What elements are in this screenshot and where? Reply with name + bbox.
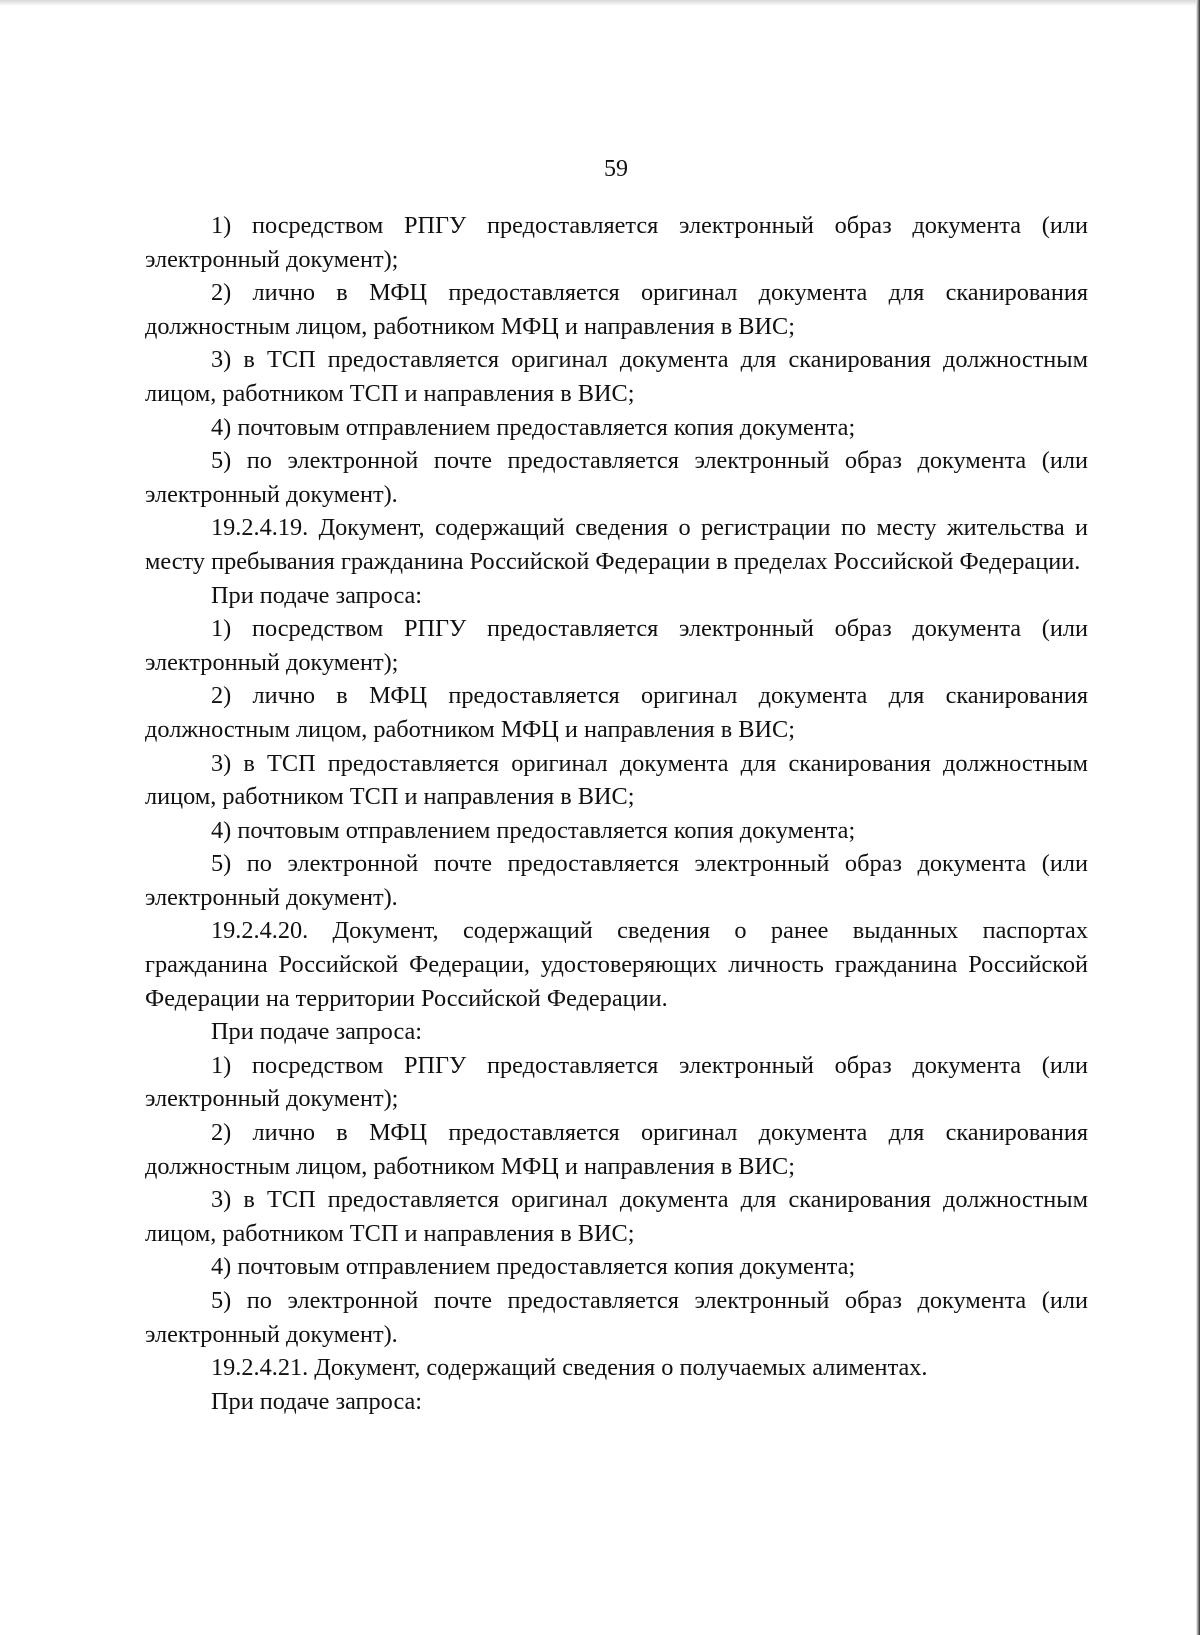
section-heading-19-2-4-21: 19.2.4.21. Документ, содержащий сведения о получаемых алиментах. bbox=[211, 1354, 928, 1382]
paragraph: 3) в ТСП предоставляется оригинал документа для сканирования должностным лицом, работником ТСП и направления в ВИС; bbox=[145, 1186, 1088, 1247]
paragraph: 4) почтовым отправлением предоставляется копия документа; bbox=[211, 413, 856, 441]
paragraph: 1) посредством РПГУ предоставляется электронный образ документа (или электронный документ); bbox=[145, 212, 1088, 273]
scan-edge-top bbox=[0, 0, 1200, 6]
section-heading-19-2-4-20: 19.2.4.20. Документ, содержащий сведения о ранее выданных паспортах гражданина Российской Федерации, удостоверяющих личность гражданина Российской Федерации на территории Российской Федерации. bbox=[145, 917, 1088, 1012]
paragraph: 3) в ТСП предоставляется оригинал документа для сканирования должностным лицом, работником ТСП и направления в ВИС; bbox=[145, 749, 1088, 811]
paragraph: При подаче запроса: bbox=[211, 581, 423, 609]
document-body bbox=[145, 209, 1088, 1418]
paragraph: 2) лично в МФЦ предоставляется оригинал документа для сканирования должностным лицом, работником МФЦ и направления в ВИС; bbox=[145, 279, 1088, 340]
paragraph: При подаче запроса: bbox=[211, 1387, 423, 1415]
page-number: 59 bbox=[604, 156, 628, 182]
scan-edge-right bbox=[1196, 0, 1200, 1635]
paragraph: 5) по электронной почте предоставляется электронный образ документа (или электронный документ). bbox=[145, 850, 1088, 911]
paragraph: 3) в ТСП предоставляется оригинал документа для сканирования должностным лицом, работником ТСП и направления в ВИС; bbox=[145, 346, 1088, 407]
paragraph: 2) лично в МФЦ предоставляется оригинал документа для сканирования должностным лицом, работником МФЦ и направления в ВИС; bbox=[145, 1119, 1088, 1180]
paragraph: При подаче запроса: bbox=[211, 1018, 423, 1046]
paragraph: 1) посредством РПГУ предоставляется электронный образ документа (или электронный документ); bbox=[145, 1051, 1088, 1113]
paragraph: 5) по электронной почте предоставляется электронный образ документа (или электронный документ). bbox=[145, 447, 1088, 508]
paragraph: 2) лично в МФЦ предоставляется оригинал документа для сканирования должностным лицом, работником МФЦ и направления в ВИС; bbox=[145, 682, 1088, 743]
paragraph: 4) почтовым отправлением предоставляется копия документа; bbox=[211, 816, 856, 844]
paragraph: 4) почтовым отправлением предоставляется копия документа; bbox=[211, 1253, 856, 1281]
section-heading-19-2-4-19: 19.2.4.19. Документ, содержащий сведения о регистрации по месту жительства и месту пребывания гражданина Российской Федерации в пределах Российской Федерации. bbox=[145, 514, 1088, 575]
paragraph: 1) посредством РПГУ предоставляется электронный образ документа (или электронный документ); bbox=[145, 615, 1088, 676]
paragraph: 5) по электронной почте предоставляется электронный образ документа (или электронный документ). bbox=[145, 1287, 1088, 1348]
